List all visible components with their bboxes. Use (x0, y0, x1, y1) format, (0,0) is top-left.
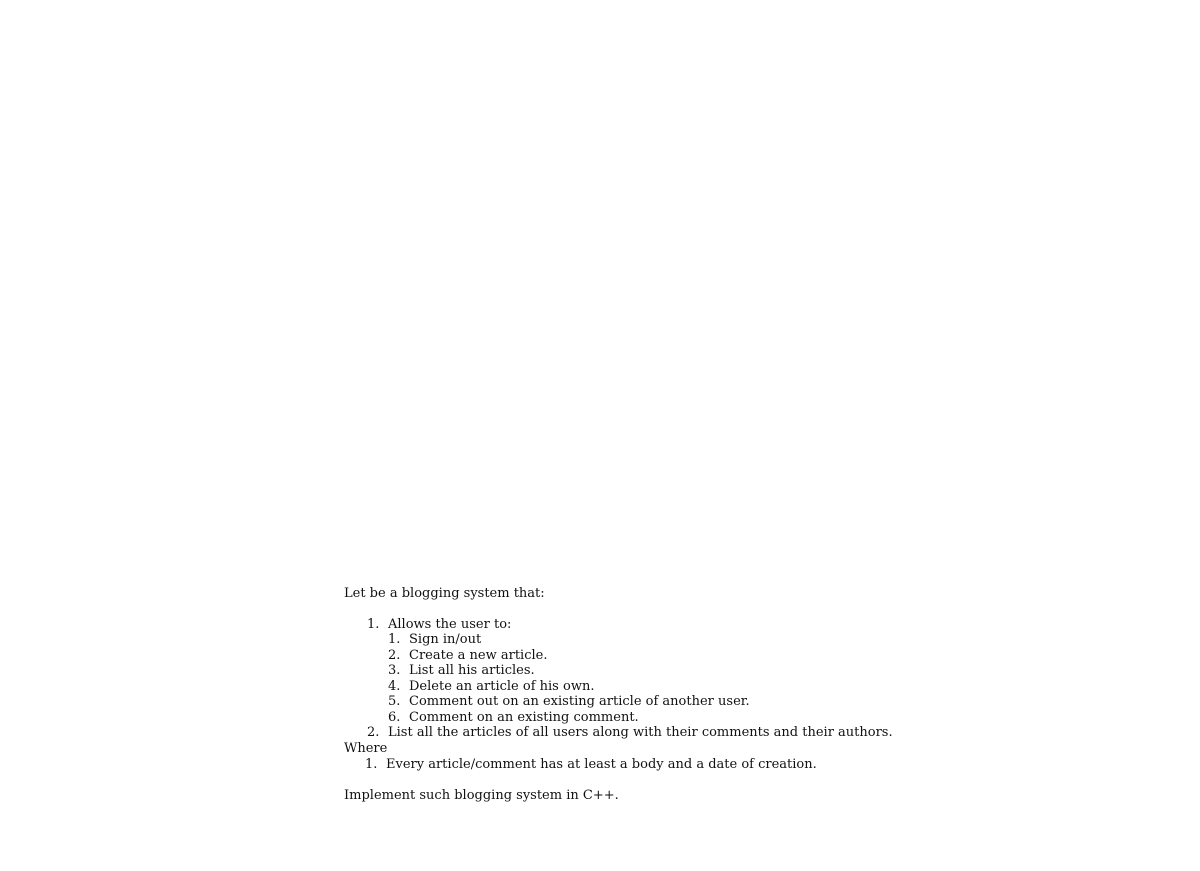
sub-list-item (388, 663, 904, 679)
intro-paragraph: Let be a blogging system that: (344, 586, 545, 601)
sub-list-item-number: 4. (388, 678, 401, 694)
list-item (367, 725, 904, 741)
where-list (365, 757, 904, 773)
sub-list-item-number: 2. (388, 647, 401, 663)
sub-list-item-number: 6. (388, 709, 401, 725)
sub-list-item-number: 5. (388, 694, 401, 709)
sub-list-item (388, 632, 904, 648)
sub-list-item (388, 648, 904, 664)
sub-list (388, 632, 904, 725)
where-list-item (365, 757, 904, 773)
list-item-number: 1. (367, 616, 380, 632)
list-item-text: List all the articles of all users along with their comments and their authors. (388, 725, 893, 740)
sub-list-item-text: List all his articles. (409, 663, 535, 678)
where-label: Where (344, 740, 388, 756)
main-list (367, 617, 904, 741)
sub-list-item-text: Create a new article. (409, 647, 548, 663)
sub-list-item-text: Delete an article of his own. (409, 678, 595, 694)
sub-list-item-number: 3. (388, 663, 401, 678)
list-item-text: Allows the user to: (388, 616, 512, 632)
where-list-item-number: 1. (365, 757, 378, 772)
outro-paragraph: Implement such blogging system in C++. (344, 787, 619, 803)
sub-list-item-text: Sign in/out (409, 632, 482, 647)
where-list-item-text: Every article/comment has at least a body and a date of creation. (386, 757, 817, 772)
sub-list-item-text: Comment on an existing comment. (409, 709, 639, 725)
document-body (344, 586, 904, 803)
list-item-number: 2. (367, 725, 380, 740)
list-item (367, 617, 904, 726)
sub-list-item (388, 694, 904, 710)
sub-list-item (388, 710, 904, 726)
sub-list-item-text: Comment out on an existing article of another user. (409, 694, 750, 709)
sub-list-item-number: 1. (388, 632, 401, 647)
sub-list-item (388, 679, 904, 695)
